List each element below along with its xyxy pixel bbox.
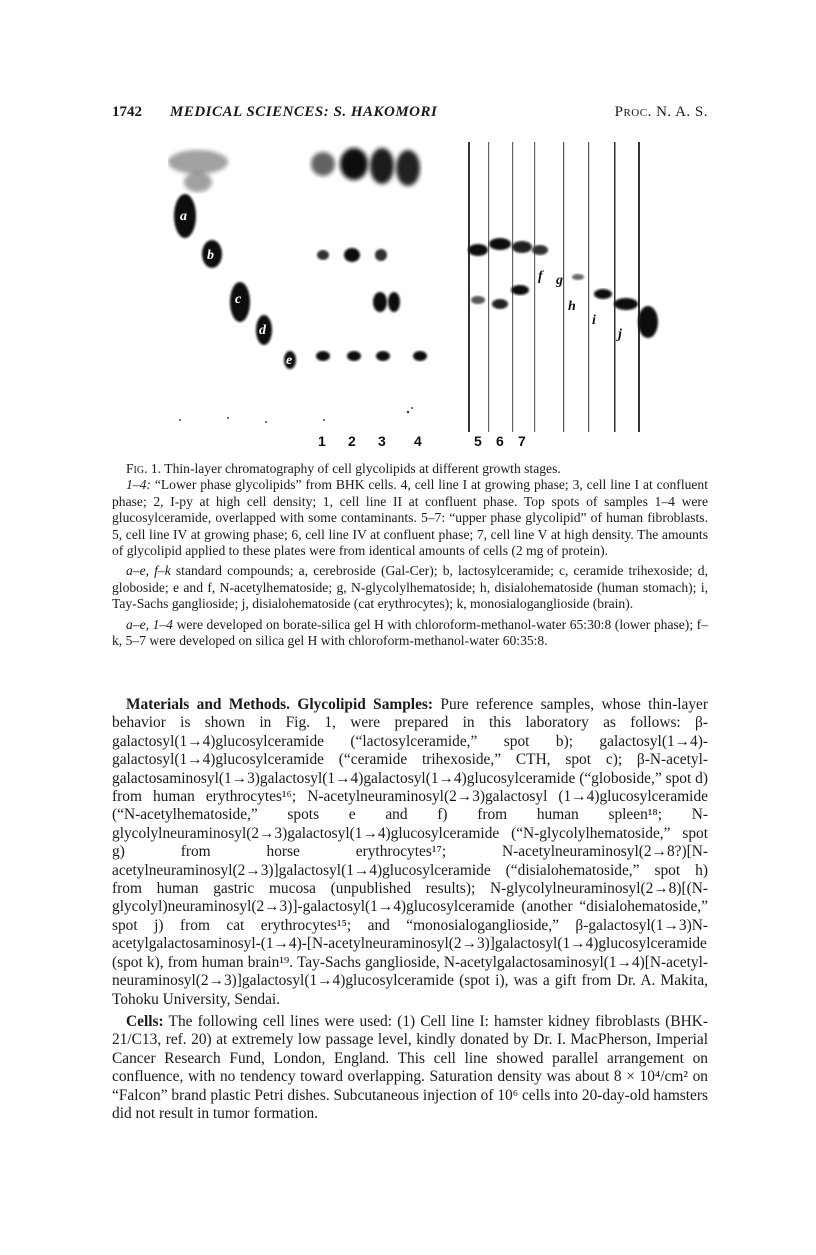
paragraph-glycolipid-samples-text: Pure reference samples, whose thin-layer behavior is shown in Fig. 1, were prepared in this laboratory as follows: β-galactosyl(1→4)glucosylceramide (“lactosylceramide,” spot b); galactosyl(1→4)-galactosyl(1→4)glucosylceramide (“ceramide trihexoside,” CTH, spot c); β-N-acetyl-galactosaminosyl(1→3)galactosyl(1→4)galactosyl(1→4)glucosylceramide (“globoside,” spot d) from human erythrocytes¹⁶; N-acetylneuraminosyl(2→3)galactosyl (1→4)glucosylceramide (“N-acetylhematoside,” spots e and f) from human spleen¹⁸; N-glycolylneuraminosyl(2→3)galactosyl(1→4)glucosylceramide (“N-glycolylhematoside,” spot g) from horse erythrocytes¹⁷; N-acetylneuraminosyl(2→8?)[N-acetylneuraminosyl(2→3)]galactosyl(1→4)glucosylceramide (“disialohematoside,” spot h) from human gastric mucosa (unpublished results); N-glycolylneuraminosyl(2→8)[(N-glycolyl)neuraminosyl(2→3)]-galactosyl(1→4)glucosylceramide (another “disialohematoside,” spot j) from cat erythrocytes¹⁵; and “monosialoganglioside,” β-galactosyl(1→3)N-acetylgalactosaminosyl-(1→4)-[N-acetylneuraminosyl(2→3)]galactosyl(1→4)glucosylceramide (spot k), from human brain¹⁹. Tay-Sachs ganglioside, N-acetylgalactosaminosyl(1→4)[N-acetyl-neuraminosyl(2→3)]galactosyl(1→4)glucosylceramide (spot i), was a gift from Dr. A. Makita, Tohoku University, Sendai. <box>112 696 708 1008</box>
tlc-figure <box>168 142 668 454</box>
spot-label-i: i <box>592 313 596 328</box>
caption-paragraph-3: were developed on borate-silica gel H with chloroform-methanol-water 65:30:8 (lower phase); f–k, 5–7 were developed on silica gel H with chloroform-methanol-water 60:35:8. <box>112 616 708 649</box>
body-text <box>112 696 708 1123</box>
figure-caption <box>112 461 708 649</box>
tlc-plate-photograph <box>168 142 668 454</box>
right-plate <box>468 142 658 432</box>
spot-label-f: f <box>538 269 543 284</box>
figure-title: Thin-layer chromatography of cell glycolipids at different growth stages. <box>164 461 561 476</box>
caption-ref-2: a–e, f–k <box>126 563 171 579</box>
section-heading-cells: Cells: <box>126 1012 164 1030</box>
journal-name: Proc. N. A. S. <box>614 104 708 120</box>
caption-ref-3: a–e, 1–4 <box>126 616 173 632</box>
lane-label-2: 2 <box>348 433 356 449</box>
left-plate <box>168 148 427 423</box>
spot-label-c: c <box>235 292 242 307</box>
section-heading-materials-methods: Materials and Methods. Glycolipid Samples: <box>126 696 434 713</box>
page-number: 1742 <box>112 104 142 120</box>
spot-label-k: k <box>642 339 649 354</box>
lane-label-1: 1 <box>318 433 326 449</box>
figure-label: Fig. 1. <box>126 461 162 476</box>
spot-label-g: g <box>556 273 563 288</box>
lane-label-3: 3 <box>378 433 386 449</box>
page-header <box>112 104 708 126</box>
lane-label-5: 5 <box>474 433 482 449</box>
caption-ref-1: 1–4: <box>126 477 151 493</box>
spot-label-j: j <box>618 327 622 342</box>
lane-label-4: 4 <box>414 433 422 449</box>
spot-label-e: e <box>286 353 293 368</box>
spot-label-h: h <box>568 299 576 314</box>
spot-label-a: a <box>180 209 187 224</box>
paragraph-glycolipid-samples <box>112 696 708 1009</box>
spot-label-b: b <box>207 248 214 263</box>
lane-label-7: 7 <box>518 433 526 449</box>
running-title: MEDICAL SCIENCES: S. HAKOMORI <box>170 104 438 120</box>
caption-paragraph-2: standard compounds; a, cerebroside (Gal-Cer); b, lactosylceramide; c, ceramide trihexoside; d, globoside; e and f, N-acetylhematoside; g, N-glycolylhematoside; h, disialohematoside (human stomach); i, Tay-Sachs ganglioside; j, disialohematoside (cat erythrocytes); k, monosialoganglioside (brain). <box>112 563 708 612</box>
paragraph-cells <box>112 1013 708 1123</box>
lane-label-6: 6 <box>496 433 504 449</box>
spot-label-d: d <box>259 323 266 338</box>
caption-paragraph-1: “Lower phase glycolipids” from BHK cells. 4, cell line I at growing phase; 3, cell line I at confluent phase; 2, I-py at high cell density; 1, cell line II at confluent phase. Top spots of samples 1–4 were glucosylceramide, overlapped with some contaminants. 5–7: “upper phase glycolipid” of human fibroblasts. 5, cell line IV at growing phase; 6, cell line IV at confluent phase; 7, cell line V at high density. The amounts of glycolipid applied to these plates were from identical amounts of cells (2 mg of protein). <box>112 477 708 559</box>
paragraph-cells-text: The following cell lines were used: (1) Cell line I: hamster kidney fibroblasts (BHK-21/C13, ref. 20) at extremely low passage level, kindly donated by Dr. I. MacPherson, Imperial Cancer Research Fund, London, England. This cell line showed parallel arrangement on confluence, with no tendency toward overlapping. Saturation density was about 8 × 10⁴/cm² on “Falcon” brand plastic Petri dishes. Subcutaneous injection of 10⁶ cells into 20-day-old hamsters did not result in tumor formation. <box>112 1012 708 1122</box>
